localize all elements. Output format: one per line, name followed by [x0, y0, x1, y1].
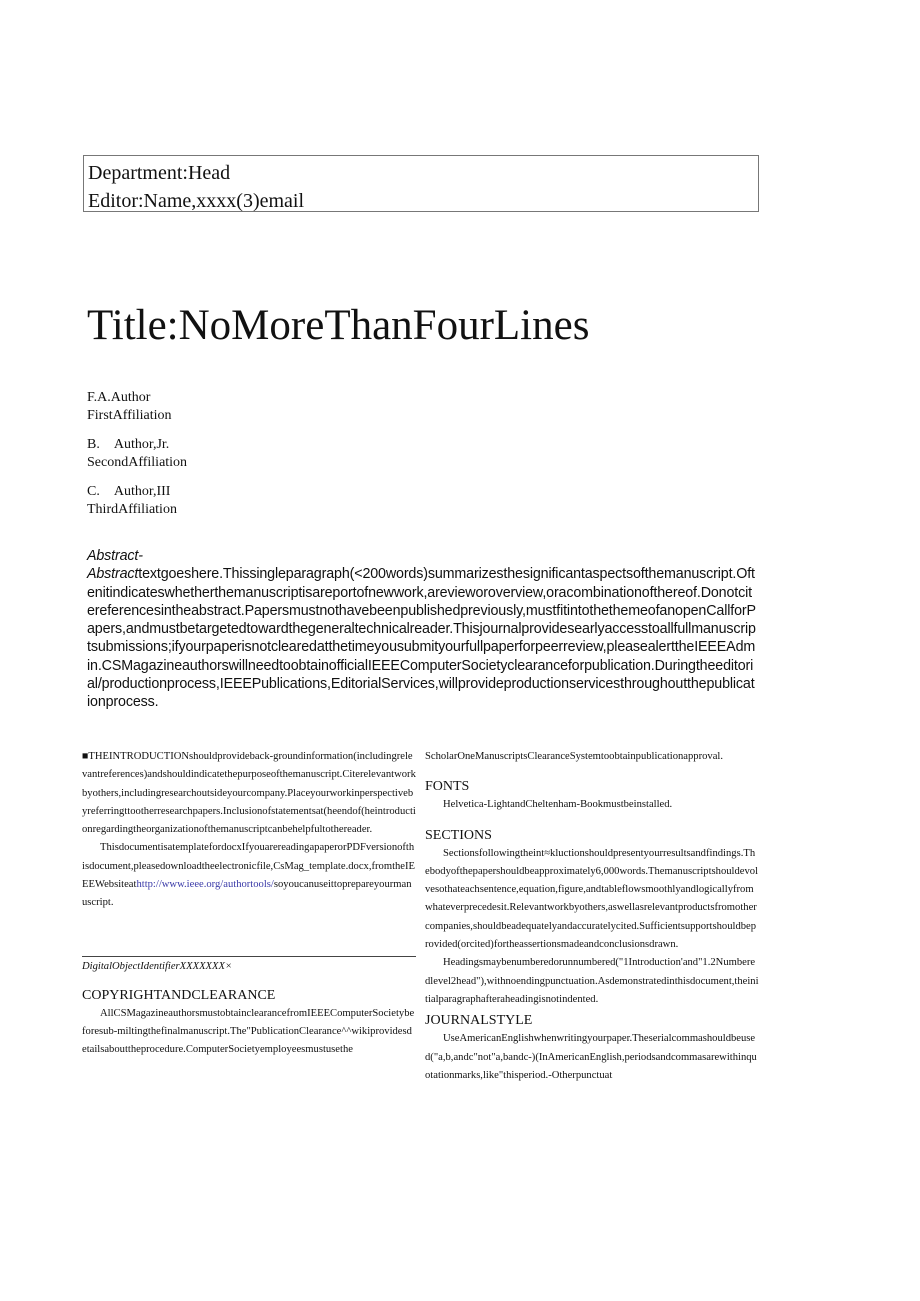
department-box	[83, 155, 759, 212]
author-block	[87, 436, 487, 472]
footnote-divider	[82, 956, 416, 957]
headings-paragraph: Headingsmaybenumberedorunnumbered("1Introduction'and"1.2Numberedlevel2head"),withnoendingpunctuation.Asdemonstratedinthisdocument,theinitialparagraphafteraheadingisnotindented.	[425, 957, 759, 1005]
fonts-paragraph: Helvetica-LightandCheltenham-Bookmustbeinstalled.	[443, 799, 673, 811]
journal-style-heading: JOURNALSTYLE	[425, 1013, 533, 1029]
ieee-author-tools-link[interactable]: http://www.ieee.org/authortools/	[136, 879, 274, 891]
journal-style-paragraph: UseAmericanEnglishwhenwritingyourpaper.Theserialcommashouldbeused("a,b,andc"not"a,bandc-)(InAmericanEnglish,periodsandcommasarewithinquotationmarks,like"thisperiod.-Otherpunctuat	[425, 1033, 757, 1081]
abstract-label: Abstract-	[87, 548, 143, 564]
template-paragraph	[82, 839, 416, 912]
author-affiliation: FirstAffiliation	[87, 408, 172, 423]
right-column	[425, 748, 759, 1085]
abstract-text: textgoeshere.Thissingleparagraph(<200words)summarizesthesignificantaspectsofthemanuscript.Oftenitindicateswhetherthemanuscriptisareportofnewwork,arevieworoverview,oracombinationofthereof.Donotcitereferencesintheabstract.Papersmustnothavebeenpublishedpreviously,mustfitintothethemeofanopenCallforPapers,andmustbetargetedtowardthegeneraltechnicalreader.Thisjournalprovidesearlyaccesstoallfullmanuscriptsubmissions;ifyourpaperisnotclearedatthetimeyousubmityourfullpaperforpeerreview,pleasealerttheIEEEAdmin.CSMagazineauthorswillneedtoobtainofficialIEEEComputerSocietyclearanceforpublication.Duringtheeditorial/productionprocess,IEEEPublications,EditorialServices,willprovideproductionservicesthroughoutthepublicationprocess.	[87, 566, 756, 711]
introduction-paragraph: ■THEINTRODUCTIONshouldprovideback-groundinformation(includingrelevantreferences)andshouldindicatethepurposeofthemanuscript.Citerelevantworkbyothers,includingresearchoutsideyourcompany.Placeyourworkinperspectivebyreferringttootherresearchpapers.Inclusionofstatementsat(heendof(heintroductionregardingtheorganizationofthemanuscriptcanbehelpfultothereader.	[82, 751, 416, 836]
left-column	[82, 748, 416, 1060]
copyright-paragraph: AllCSMagazineauthorsmustobtainclearancefromIEEEComputerSocietybeforesub-miltingthefinalmanuscript.The"PublicationClearance^^wikiprovidesdetailsabouttheprocedure.ComputerSocietyemployeesmustusethe	[82, 1007, 415, 1056]
author-affiliation: SecondAffiliation	[87, 455, 188, 470]
editor-line: Editor:Name,xxxx(3)email	[88, 190, 305, 212]
template-text: ThisdocumentisatemplatefordocxIfyouarereadingapaperorPDFversionofthisdocument,pleasedownloadtheelectronicfile,CsMag_template.docx,fromtheIEEEWebsiteat	[82, 842, 416, 891]
author-name: F.A.Author	[87, 390, 151, 405]
continued-paragraph: ScholarOneManuscriptsClearanceSystemtoobtainpublicationapproval.	[425, 751, 724, 762]
abstract	[87, 547, 757, 712]
template-text-end: soyoucanuseittoprepareyourmanuscript.	[82, 879, 412, 909]
author-name: C. Author,III	[87, 484, 171, 499]
author-block	[87, 483, 487, 519]
author-affiliation: ThirdAffiliation	[87, 502, 177, 517]
author-name: B. Author,Jr.	[87, 437, 170, 452]
copyright-heading: COPYRIGHTANDCLEARANCE	[82, 987, 276, 1003]
paper-title: Title:NoMoreThanFourLines	[87, 302, 590, 349]
department-line: Department:Head	[88, 162, 231, 184]
sections-paragraph: Sectionsfollowingtheint≈kluctionshouldpresentyourresultsandfindings.Thebodyofthepapershouldbeapproximately6,000words.Themanuscriptshouldevolvesothateachsentence,equation,figure,andtableflowsmoothlyandlogicallyfromwhateverprecedesit.Relevantworkbyothers,aswellasrelevantproductsfromothercompanies,shouldbeadequatelyandaccuratelycited.Sufficientsupportshouldbeprovided(orcited)fortheassertionsmadeandconclusionsdrawn.	[425, 847, 759, 951]
fonts-heading: FONTS	[425, 779, 470, 795]
abstract-lead: Abstract	[87, 566, 139, 583]
author-list	[87, 389, 487, 530]
author-block	[87, 389, 487, 425]
doi-footnote: DigitalObjectIdentifierXXXXXXX×	[82, 960, 233, 972]
sections-heading: SECTIONS	[425, 827, 492, 843]
